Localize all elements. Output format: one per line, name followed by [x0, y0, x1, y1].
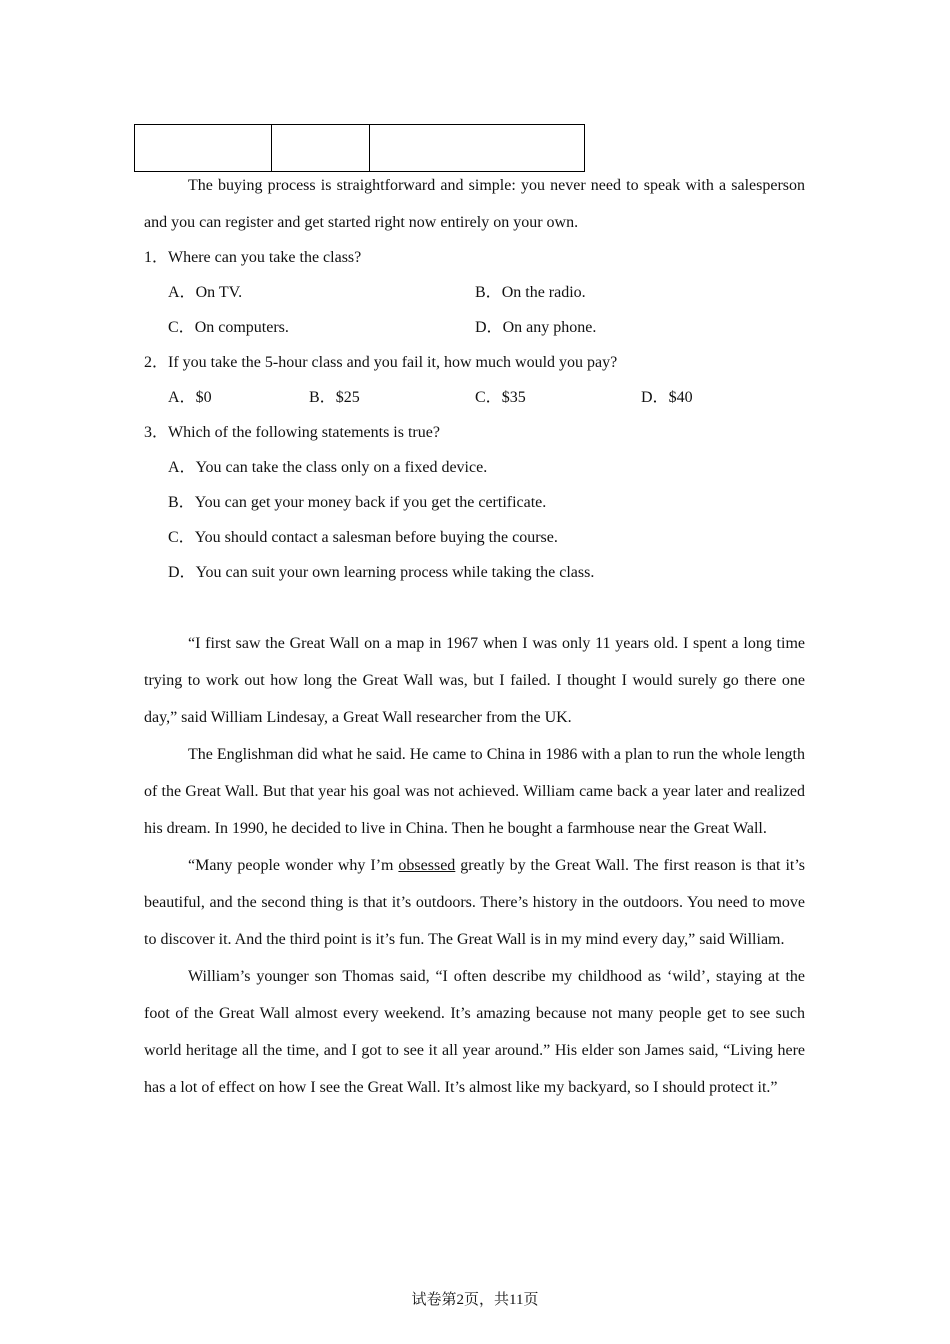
question-number: 2．: [144, 354, 169, 371]
option-c[interactable]: [144, 520, 805, 555]
option-b[interactable]: [144, 485, 805, 520]
option-letter: A．: [168, 284, 196, 301]
option-text: $0: [195, 389, 212, 406]
option-text: $25: [335, 389, 360, 406]
passage-paragraph-2: The Englishman did what he said. He came to China in 1986 with a plan to run the whole length of the Great Wall. But that year his goal was not achieved. William came back a year later and realized his dream. In 1990, he decided to live in China. Then he bought a farmhouse near the Great Wall.: [144, 746, 805, 837]
price-table-fragment: [134, 124, 585, 172]
question-1: [144, 240, 805, 275]
option-letter: C．: [475, 389, 502, 406]
option-text: On TV.: [195, 284, 243, 301]
option-text: $35: [501, 389, 526, 406]
option-text: You should contact a salesman before buying the course.: [194, 529, 558, 546]
option-text: On computers.: [194, 319, 289, 336]
reading-passage: [144, 625, 805, 1106]
option-a[interactable]: [168, 275, 242, 310]
option-letter: D．: [168, 564, 196, 581]
option-letter: B．: [475, 284, 502, 301]
passage-paragraph-1: “I first saw the Great Wall on a map in 1967 when I was only 11 years old. I spent a long time trying to work out how long the Great Wall was, but I failed. I thought I would surely go there one day,” said William Lindesay, a Great Wall researcher from the UK.: [144, 635, 805, 726]
table-cell: [370, 125, 585, 172]
passage-paragraph-3: [144, 847, 805, 958]
option-letter: C．: [168, 319, 195, 336]
option-text: You can get your money back if you get the certificate.: [194, 494, 547, 511]
question-text: Which of the following statements is true?: [168, 424, 440, 441]
option-d[interactable]: [475, 310, 596, 345]
option-c[interactable]: [475, 380, 526, 415]
option-a[interactable]: [168, 380, 212, 415]
question-1-options-row-2: [144, 310, 805, 345]
question-text: If you take the 5-hour class and you fail it, how much would you pay?: [168, 354, 618, 371]
intro-section: [144, 167, 805, 241]
passage-paragraph-4: William’s younger son Thomas said, “I often describe my childhood as ‘wild’, staying at the foot of the Great Wall almost every weekend. It’s amazing because not many people get to see such world heritage all the time, and I got to see it all year around.” His elder son James said, “Living here has a lot of effect on how I see the Great Wall. It’s almost like my backyard, so I should protect it.”: [144, 968, 805, 1096]
table-cell: [135, 125, 272, 172]
option-d[interactable]: [641, 380, 693, 415]
option-letter: A．: [168, 459, 196, 476]
question-text: Where can you take the class?: [168, 249, 362, 266]
question-2: [144, 345, 805, 380]
passage-text: “Many people wonder why I’m: [188, 857, 399, 874]
option-letter: C．: [168, 529, 195, 546]
option-a[interactable]: [144, 450, 805, 485]
page-footer: 试卷第2页，共11页: [411, 1292, 539, 1308]
intro-paragraph: The buying process is straightforward and simple: you never need to speak with a salesperson and you can register and get started right now entirely on your own.: [144, 177, 805, 231]
passage-text: greatly by the Great Wall. The first reason is that it’s beautiful, and the second thing is that it’s outdoors. There’s history in the outdoors. You need to move to discover it. And the third point is it’s fun. The Great Wall is in my mind every day,” said William.: [144, 857, 806, 948]
option-text: You can suit your own learning process while taking the class.: [195, 564, 595, 581]
option-letter: B．: [309, 389, 336, 406]
question-number: 3．: [144, 424, 169, 441]
option-text: On the radio.: [501, 284, 586, 301]
questions-section: [144, 240, 805, 590]
question-number: 1．: [144, 249, 169, 266]
option-text: You can take the class only on a fixed device.: [195, 459, 488, 476]
underlined-word: obsessed: [398, 857, 456, 874]
option-letter: D．: [641, 389, 669, 406]
option-c[interactable]: [168, 310, 289, 345]
question-3: [144, 415, 805, 450]
option-b[interactable]: [475, 275, 586, 310]
question-1-options-row-1: [144, 275, 805, 310]
option-letter: D．: [475, 319, 503, 336]
option-text: On any phone.: [502, 319, 597, 336]
option-text: $40: [668, 389, 693, 406]
question-2-options-row: [144, 380, 805, 415]
table-cell: [272, 125, 370, 172]
option-b[interactable]: [309, 380, 360, 415]
option-letter: A．: [168, 389, 196, 406]
option-letter: B．: [168, 494, 195, 511]
option-d[interactable]: [144, 555, 805, 590]
